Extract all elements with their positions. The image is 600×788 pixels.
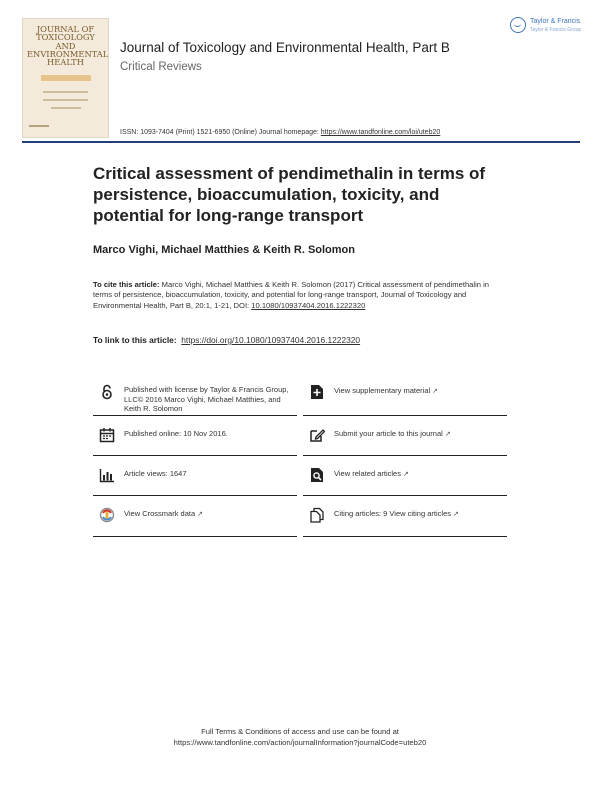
cover-rule [29, 125, 49, 127]
related-search-icon [309, 467, 325, 483]
footer-terms-text: Full Terms & Conditions of access and use can be found at [201, 727, 399, 736]
publisher-logo [510, 16, 582, 38]
article-authors: Marco Vighi, Michael Matthies & Keith R. Solomon [93, 244, 355, 256]
crossmark-link[interactable] [124, 509, 203, 520]
submit-label: Submit your article to this journal [334, 429, 443, 438]
article-info-grid [93, 376, 507, 540]
article-link-line [93, 335, 360, 345]
cover-text-line [43, 91, 88, 93]
external-link-icon: ↗ [444, 431, 451, 438]
citing-articles-link[interactable] [334, 509, 459, 520]
journal-title: Journal of Toxicology and Environmental Health, Part B [120, 40, 450, 55]
crossmark-icon [99, 507, 115, 523]
external-link-icon: ↗ [432, 388, 439, 395]
divider [303, 455, 507, 456]
citing-label: Citing articles: 9 View citing articles [334, 509, 451, 518]
supplementary-label: View supplementary material [334, 386, 431, 395]
divider [93, 415, 297, 416]
cover-text-line [51, 107, 81, 109]
calendar-icon [99, 427, 115, 443]
cover-line: ENVIRONMENTAL [27, 48, 109, 59]
divider [93, 495, 297, 496]
divider [303, 415, 507, 416]
supplementary-cell[interactable] [303, 380, 507, 418]
journal-subtitle: Critical Reviews [120, 61, 202, 73]
cover-text-line [43, 99, 88, 101]
footer-terms-link[interactable]: https://www.tandfonline.com/action/journalInformation?journalCode=uteb20 [173, 738, 427, 747]
publisher-logo-name: Taylor & Francis [530, 18, 581, 25]
bar-chart-icon [99, 467, 115, 483]
cover-line: JOURNAL OF [36, 24, 95, 34]
article-title: Critical assessment of pendimethalin in terms of persistence, bioaccumulation, toxicity, and potential for long-range transport [93, 164, 486, 225]
license-cell [93, 380, 297, 424]
divider [303, 536, 507, 537]
related-articles-link[interactable] [334, 469, 409, 480]
header-rule [22, 141, 580, 143]
journal-cover-image [22, 18, 109, 138]
supplementary-file-icon [309, 384, 325, 400]
license-text: Published with license by Taylor & Francis Group, LLC© 2016 Marco Vighi, Michael Matthies, and Keith R. Solomon [124, 385, 289, 414]
article-link-label: To link to this article: [93, 335, 177, 345]
citation-doi-link[interactable]: 10.1080/10937404.2016.1222320 [251, 300, 366, 310]
edit-pencil-icon [309, 427, 325, 443]
citation-block [93, 280, 508, 311]
publisher-logo-group: Taylor & Francis Group [530, 27, 582, 33]
cover-line: TOXICOLOGY AND [36, 32, 95, 51]
external-link-icon: ↗ [402, 471, 409, 478]
submit-article-link[interactable] [334, 429, 451, 440]
crossmark-label: View Crossmark data [124, 509, 196, 518]
footer [0, 726, 600, 748]
supplementary-link[interactable] [334, 386, 438, 397]
article-doi-link[interactable]: https://doi.org/10.1080/10937404.2016.1222320 [181, 335, 361, 345]
citation-text: Marco Vighi, Michael Matthies & Keith R. Solomon (2017) Critical assessment of pendimethalin in terms of persistence, bioaccumulation, toxicity, and potential for long-range transport, Journal of Toxicology and Environmental Health, Part B, 20:1, 1-21, DOI: [93, 280, 490, 310]
citing-documents-icon [309, 507, 325, 523]
publisher-logo-icon [510, 17, 526, 33]
divider [303, 495, 507, 496]
divider [93, 536, 297, 537]
journal-homepage-link[interactable]: https://www.tandfonline.com/loi/uteb20 [320, 129, 441, 136]
divider [93, 455, 297, 456]
cover-title [27, 24, 109, 68]
article-views: Article views: 1647 [124, 469, 187, 478]
published-date: Published online: 10 Nov 2016. [124, 429, 228, 438]
cover-line: HEALTH [47, 57, 84, 68]
issn-line [120, 129, 440, 136]
open-access-icon [99, 384, 115, 400]
external-link-icon: ↗ [197, 511, 204, 518]
issn-text: ISSN: 1093-7404 (Print) 1521-6950 (Online) Journal homepage: [120, 129, 321, 136]
cover-band [41, 75, 91, 81]
external-link-icon: ↗ [453, 511, 459, 518]
related-label: View related articles [334, 469, 401, 478]
citation-label: To cite this article: [93, 280, 160, 289]
